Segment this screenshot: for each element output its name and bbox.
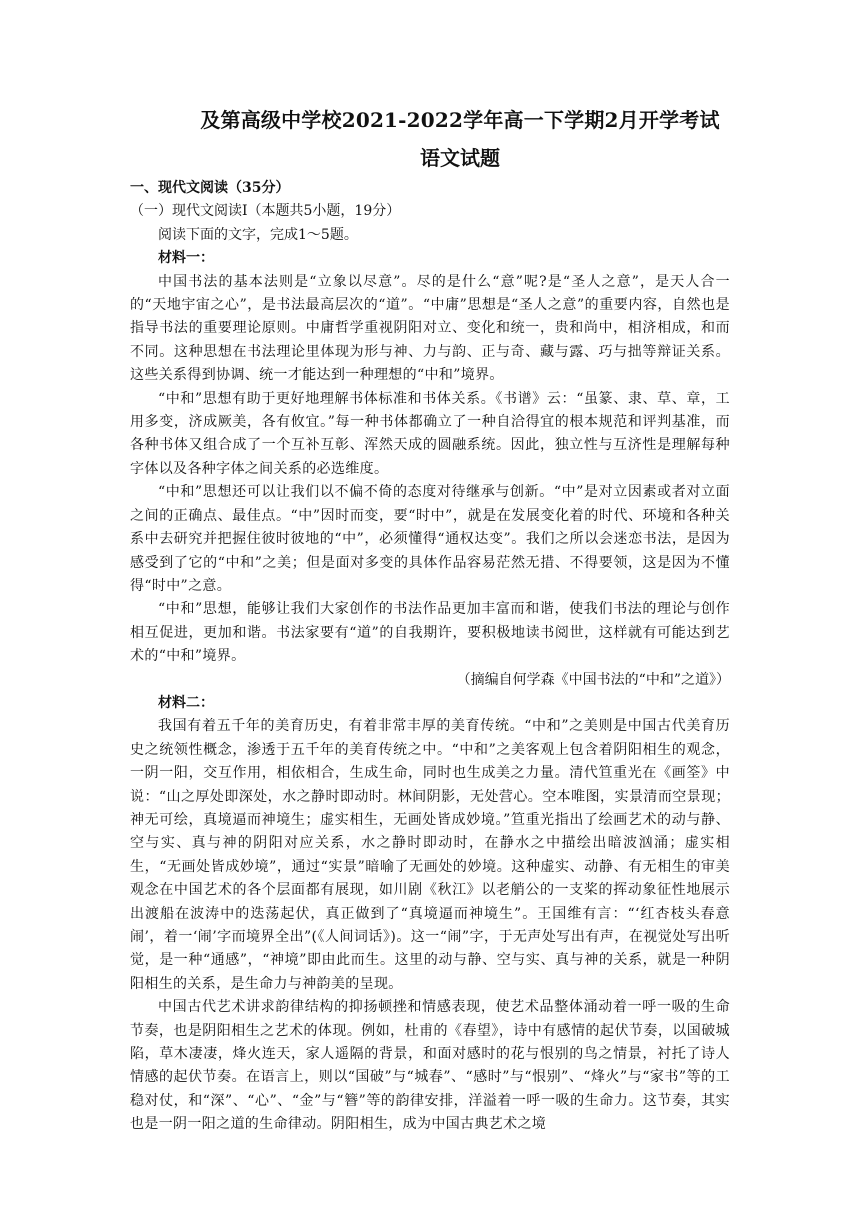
reading-instruction: 阅读下面的文字，完成1～5题。 [158,226,358,243]
section-heading: 一、现代文阅读（35分） [130,180,290,196]
material-two-label: 材料二： [158,694,214,711]
exam-subtitle: 语文试题 [420,146,500,170]
material-one-source: （摘编自何学森《中国书法的“中和”之道》） [456,671,730,688]
section-subheading: （一）现代文阅读Ⅰ（本题共5小题，19分） [130,203,401,220]
material-one-paragraph: “中和”思想还可以让我们以不偏不倚的态度对待继承与创新。“中”是对立因素或者对立面之间的正确点、最佳点。“中”因时而变，要“时中”，就是在发展变化着的时代、环境和各种关系中去研究并把握住彼时彼地的“中”，必须懂得“通权达变”。我们之所以会迷恋书法，是因为感受到了它的“中和”之美；但是面对多变的具体作品容易茫然无措、不得要领，这是因为不懂得“时中”之意。 [130,484,730,594]
exam-title: 及第高级中学校2021-2022学年高一下学期2月开学考试 [200,108,720,132]
material-one-paragraph: “中和”思想，能够让我们大家创作的书法作品更加丰富而和谐，使我们书法的理论与创作相互促进，更加和谐。书法家要有“道”的自我期许，要积极地读书阅世，这样就有可能达到艺术的“中和”境界。 [130,601,730,665]
exam-content [130,177,730,1137]
material-one-label: 材料一： [158,250,214,267]
material-one-paragraph: 中国书法的基本法则是“立象以尽意”。尽的是什么“意”呢?是“圣人之意”，是天人合一的“天地宇宙之心”，是书法最高层次的“道”。“中庸”思想是“圣人之意”的重要内容，自然也是指导书法的重要理论原则。中庸哲学重视阴阳对立、变化和统一，贵和尚中，相济相成，和而不同。这种思想在书法理论里体现为形与神、力与韵、正与奇、藏与露、巧与拙等辩证关系。这些关系得到协调、统一才能达到一种理想的“中和”境界。 [130,273,730,384]
material-one-paragraph: “中和”思想有助于更好地理解书体标准和书体关系。《书谱》云：“虽篆、隶、草、章，工用多变，济成厥美，各有攸宜。”每一种书体都确立了一种自洽得宜的根本规范和评判基准，而各种书体又组合成了一个互补互彰、浑然天成的圆融系统。因此，独立性与互济性是理解每种字体以及各种字体之间关系的必选维度。 [130,390,730,477]
material-two-paragraph: 我国有着五千年的美育历史，有着非常丰厚的美育传统。“中和”之美则是中国古代美育历史之统领性概念，渗透于五千年的美育传统之中。“中和”之美客观上包含着阴阳相生的观念，一阴一阳，交互作用，相依相合，生成生命，同时也生成美之力量。清代笪重光在《画筌》中说：“山之厚处即深处，水之静时即动时。林间阴影，无处营心。空本唯图，实景清而空景现；神无可绘，真境逼而神境生；虚实相生，无画处皆成妙境。”笪重光指出了绘画艺术的动与静、空与实、真与神的阴阳对应关系，水之静时即动时，在静水之中描绘出暗波汹涌；虚实相生，“无画处皆成妙境”，通过“实景”暗喻了无画处的妙境。这种虚实、动静、有无相生的审美观念在中国艺术的各个层面都有展现，如川剧《秋江》以老艄公的一支桨的挥动象征性地展示出渡船在波涛中的迭荡起伏，真正做到了“真境逼而神境生”。王国维有言：“‘红杏枝头春意闹’，着一‘闹’字而境界全出”(《人间词话》)。这一“闹”字，于无声处写出有声，在视觉处写出听觉，是一种“通感”，“神境”即由此而生。这里的动与静、空与实、真与神的关系，就是一种阴阳相生的关系，是生命力与神韵美的呈现。 [130,718,730,992]
material-two-paragraph: 中国古代艺术讲求韵律结构的抑扬顿挫和情感表现，使艺术品整体涌动着一呼一吸的生命节奏，也是阴阳相生之艺术的体现。例如，杜甫的《春望》，诗中有感情的起伏节奏，以国破城陷，草木凄凄，烽火连天，家人遥隔的背景，和面对感时的花与恨别的鸟之情景，衬托了诗人情感的起伏节奏。在语言上，则以“国破”与“城春”、“感时”与“恨别”、“烽火”与“家书”等的工稳对仗，和“深”、“心”、“金”与“簪”等的韵律安排，洋溢着一呼一吸的生命力。这节奏，其实也是一阴一阳之道的生命律动。阴阳相生，成为中国古典艺术之境 [130,999,730,1133]
